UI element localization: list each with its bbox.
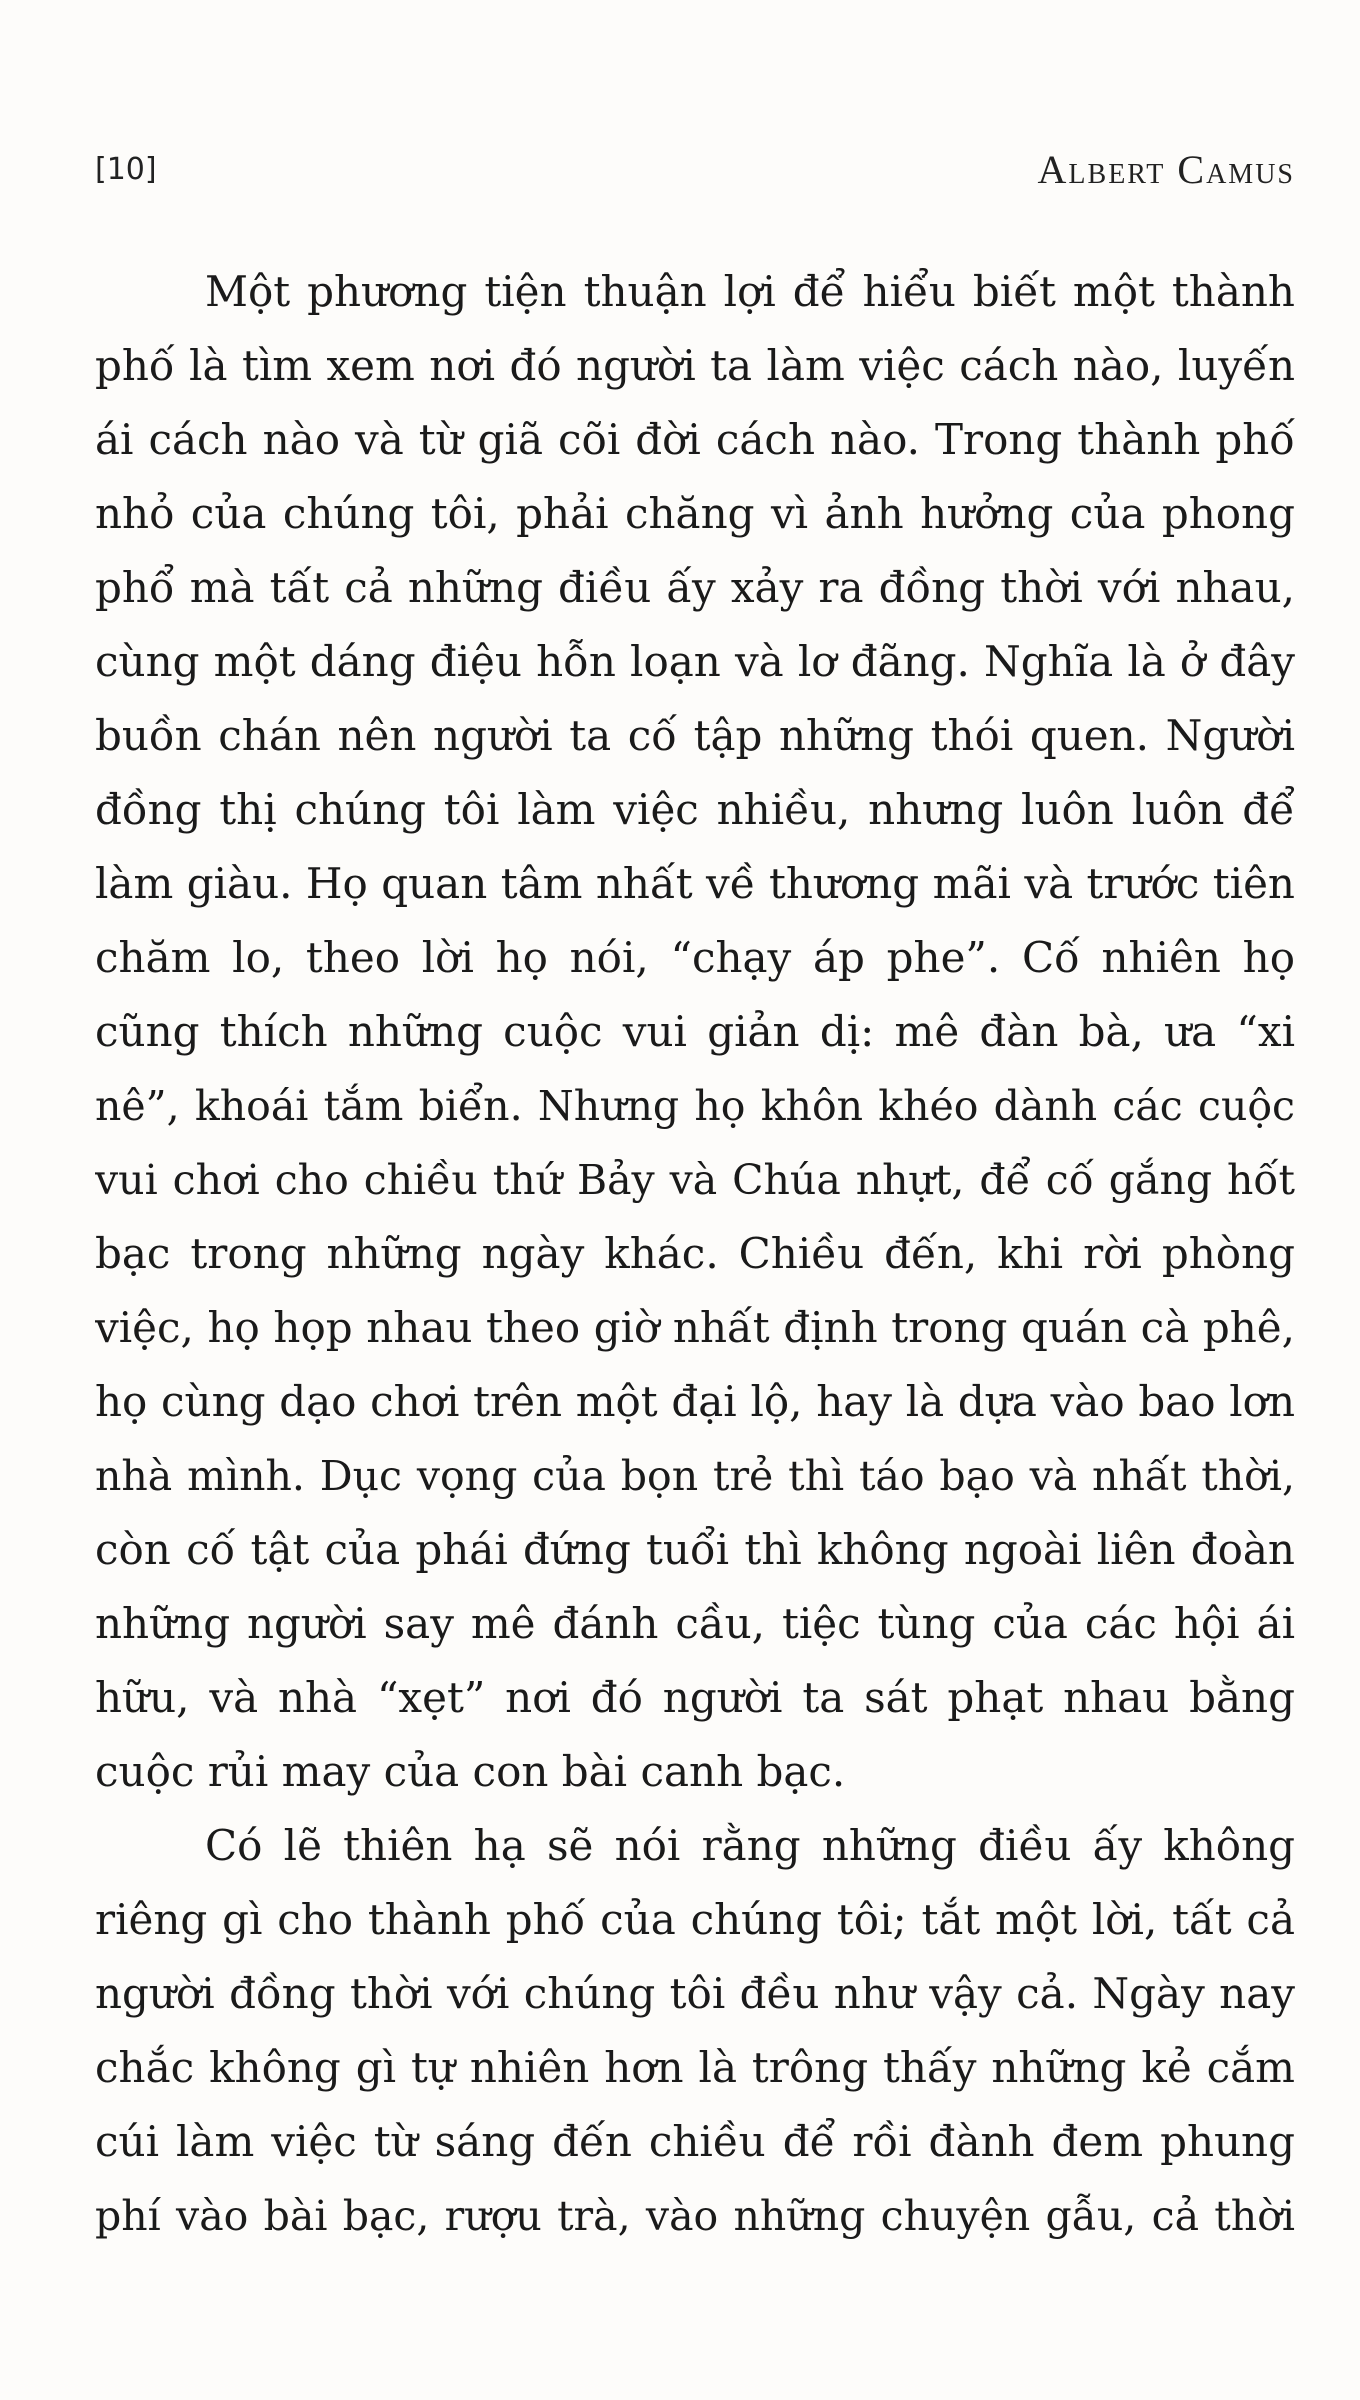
paragraph-1 [95,255,1295,1809]
text-line: Có lẽ thiên hạ sẽ nói rằng những điều ấy không [205,1821,1295,1870]
text-line: chăm lo, theo lời họ nói, “chạy áp phe”. Cố nhiên họ [95,933,1295,982]
text-line: người đồng thời với chúng tôi đều như vậy cả. Ngày nay [95,1969,1295,2018]
text-line: phí vào bài bạc, rượu trà, vào những chuyện gẫu, cả thời [95,2192,1295,2240]
text-line: phố là tìm xem nơi đó người ta làm việc cách nào, luyến [95,341,1295,390]
text-line: Một phương tiện thuận lợi để hiểu biết một thành [205,267,1295,316]
text-line: buồn chán nên người ta cố tập những thói quen. Người [95,711,1295,760]
text-line: những người say mê đánh cầu, tiệc tùng của các hội ái [95,1599,1295,1648]
text-line: bạc trong những ngày khác. Chiều đến, khi rời phòng [95,1229,1295,1278]
text-line: cúi làm việc từ sáng đến chiều để rồi đành đem phung [95,2117,1295,2166]
page-header [95,140,1295,200]
text-line: hữu, và nhà “xẹt” nơi đó người ta sát phạt nhau bằng [95,1673,1295,1722]
text-line: làm giàu. Họ quan tâm nhất về thương mãi và trước tiên [95,859,1295,908]
body-text [95,255,1295,2253]
text-line: ái cách nào và từ giã cõi đời cách nào. Trong thành phố [95,415,1295,464]
text-line: cùng một dáng điệu hỗn loạn và lơ đãng. Nghĩa là ở đây [95,637,1295,686]
text-line: họ cùng dạo chơi trên một đại lộ, hay là dựa vào bao lơn [95,1377,1295,1426]
text-line: phổ mà tất cả những điều ấy xảy ra đồng thời với nhau, [95,563,1295,612]
paragraph-2 [95,1809,1295,2253]
text-line: cũng thích những cuộc vui giản dị: mê đàn bà, ưa “xi [95,1007,1295,1056]
text-line: việc, họ họp nhau theo giờ nhất định trong quán cà phê, [95,1303,1295,1352]
text-line: nê”, khoái tắm biển. Nhưng họ khôn khéo dành các cuộc [95,1082,1295,1130]
text-line: nhà mình. Dục vọng của bọn trẻ thì táo bạo và nhất thời, [95,1452,1295,1500]
text-line: cuộc rủi may của con bài canh bạc. [95,1747,846,1796]
text-line: chắc không gì tự nhiên hơn là trông thấy những kẻ cắm [95,2043,1295,2092]
text-line: đồng thị chúng tôi làm việc nhiều, nhưng luôn luôn để [95,785,1295,834]
text-line: nhỏ của chúng tôi, phải chăng vì ảnh hưởng của phong [95,489,1295,538]
text-line: còn cố tật của phái đứng tuổi thì không ngoài liên đoàn [95,1525,1295,1574]
text-line: vui chơi cho chiều thứ Bảy và Chúa nhựt, để cố gắng hốt [95,1156,1295,1204]
text-line: riêng gì cho thành phố của chúng tôi; tắt một lời, tất cả [95,1895,1295,1944]
running-head-author: Albert Camus [1037,147,1295,192]
page-number: [10] [95,152,157,187]
